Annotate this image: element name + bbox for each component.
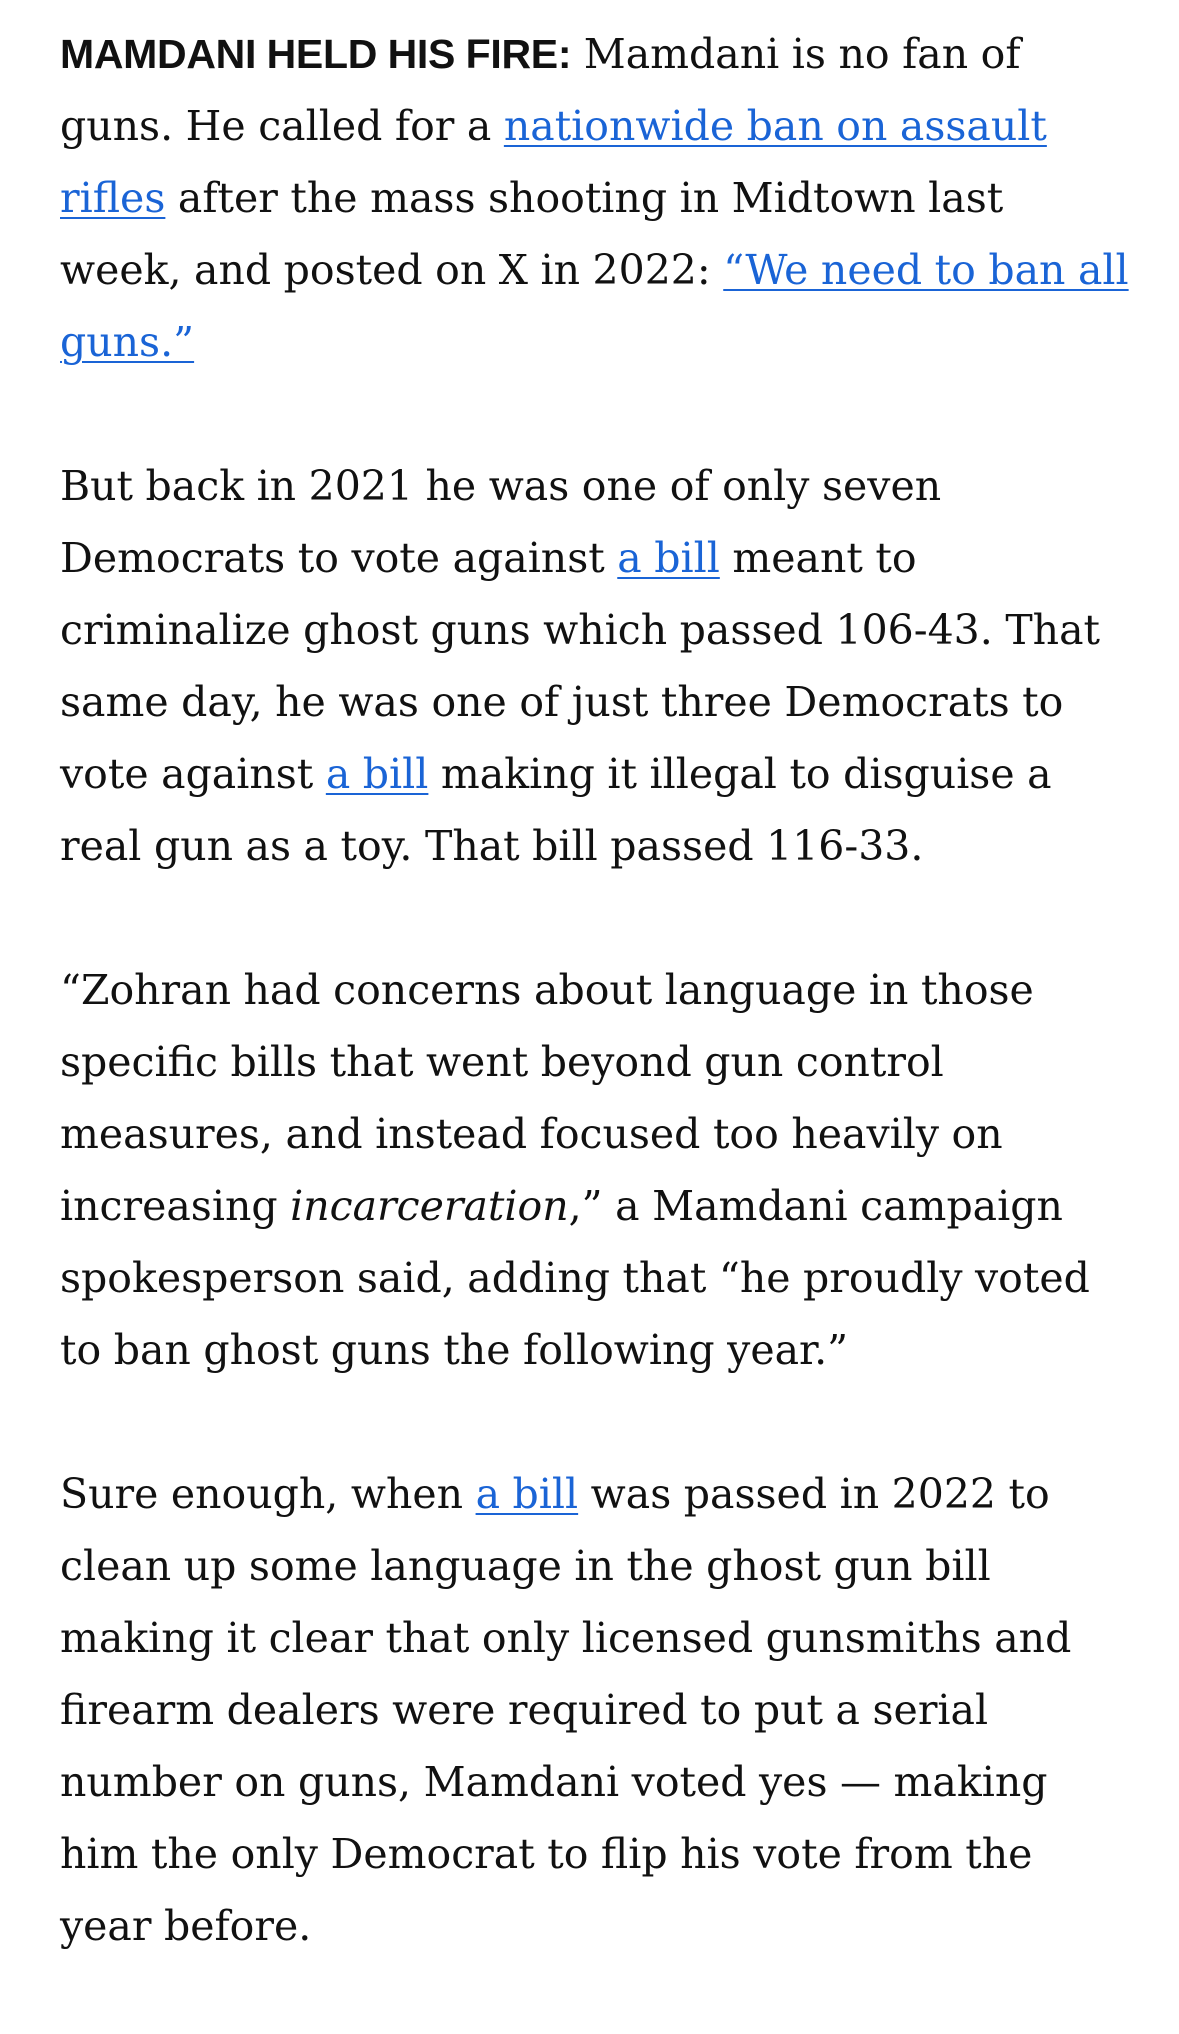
toy-gun-bill-link[interactable]: a bill xyxy=(325,750,429,798)
assault-rifle-ban-link[interactable]: nationwide ban on assault rifles xyxy=(60,102,1047,222)
paragraph-2-text-3: making it illegal to disguise a real gun as a toy. That bill passed 116-33. xyxy=(60,750,1052,870)
paragraph-1-text-2: after the mass shooting in Midtown last week, and posted on X in 2022: xyxy=(60,174,1004,294)
paragraph-2-text-2: meant to criminalize ghost guns which passed 106-43. That same day, he was one of just three Democrats to vote against xyxy=(60,534,1100,798)
paragraph-3 xyxy=(60,954,1132,1386)
paragraph-4-text-2: was passed in 2022 to clean up some language in the ghost gun bill making it clear that only licensed gunsmiths and firearm dealers were required to put a serial number on guns, Mamdani voted yes — making him the only Democrat to flip his vote from the year before. xyxy=(60,1470,1072,1950)
ghost-gun-bill-link[interactable]: a bill xyxy=(617,534,720,582)
ban-all-guns-post-link[interactable]: “We need to ban all guns.” xyxy=(60,246,1129,366)
paragraph-2-text-1: But back in 2021 he was one of only seven Democrats to vote against xyxy=(60,462,942,582)
cleanup-bill-link[interactable]: a bill xyxy=(475,1470,579,1518)
paragraph-3-emphasis: incarceration xyxy=(290,1182,569,1230)
paragraph-2 xyxy=(60,450,1132,882)
paragraph-4 xyxy=(60,1458,1132,1962)
paragraph-1 xyxy=(60,18,1132,378)
paragraph-3-text-2: ,” a Mamdani campaign spokesperson said, adding that “he proudly voted to ban ghost guns the following year.” xyxy=(60,1182,1090,1374)
article-body xyxy=(60,18,1132,2034)
paragraph-4-text-1: Sure enough, when xyxy=(60,1470,476,1518)
section-kicker: MAMDANI HELD HIS FIRE: xyxy=(60,31,572,77)
paragraph-3-text-1: “Zohran had concerns about language in those specific bills that went beyond gun control measures, and instead focused too heavily on increasing xyxy=(60,966,1034,1230)
paragraph-1-text-1: Mamdani is no fan of guns. He called for a xyxy=(60,30,1021,150)
